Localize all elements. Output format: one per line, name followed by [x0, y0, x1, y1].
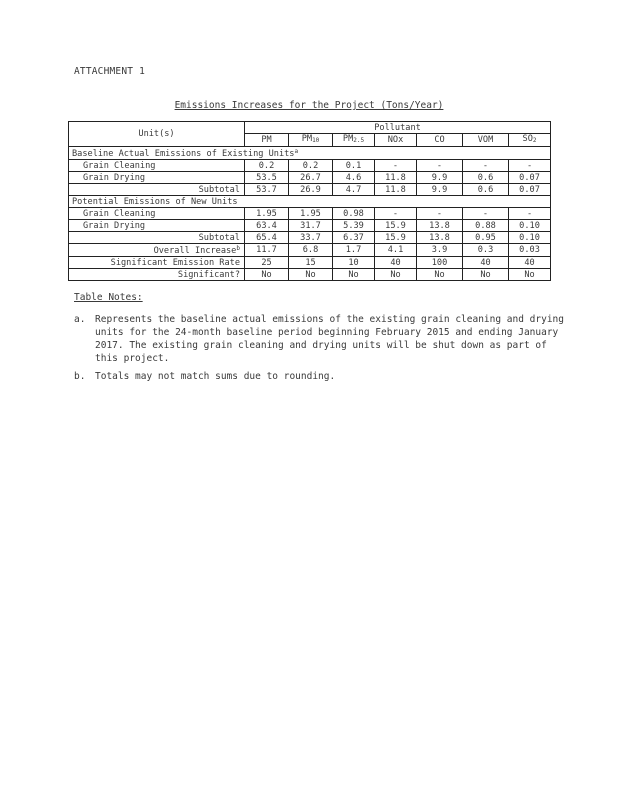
table-cell: 0.3	[463, 244, 509, 257]
row-label: Significant Emission Rate	[69, 257, 245, 269]
table-cell: -	[417, 208, 463, 220]
row-label: Grain Cleaning	[69, 160, 245, 172]
row-label: Grain Drying	[69, 220, 245, 232]
note-a	[74, 313, 565, 365]
table-cell: 5.39	[333, 220, 375, 232]
table-cell: 0.95	[463, 232, 509, 244]
table-cell: 0.6	[463, 172, 509, 184]
note-b	[74, 370, 565, 383]
table-cell: 0.10	[509, 232, 551, 244]
table-cell: 33.7	[289, 232, 333, 244]
col-header-co: CO	[417, 134, 463, 147]
col-header-pm: PM	[245, 134, 289, 147]
summary-row	[69, 257, 551, 269]
table-cell: 65.4	[245, 232, 289, 244]
table-cell: No	[245, 269, 289, 281]
table-cell: 13.8	[417, 232, 463, 244]
table-cell: 26.7	[289, 172, 333, 184]
summary-row	[69, 269, 551, 281]
note-text: Totals may not match sums due to rounding.	[95, 371, 336, 382]
table-row	[69, 232, 551, 244]
row-label: Grain Cleaning	[69, 208, 245, 220]
table-cell: 4.7	[333, 184, 375, 196]
section-row	[69, 196, 551, 208]
table-cell: 0.88	[463, 220, 509, 232]
table-cell: 26.9	[289, 184, 333, 196]
table-cell: -	[375, 208, 417, 220]
table-cell: 10	[333, 257, 375, 269]
table-row	[69, 220, 551, 232]
table-cell: 9.9	[417, 172, 463, 184]
table-cell: -	[463, 208, 509, 220]
table-cell: 0.2	[289, 160, 333, 172]
section-row	[69, 147, 551, 160]
table-cell: 63.4	[245, 220, 289, 232]
table-cell: -	[463, 160, 509, 172]
table-cell: 9.9	[417, 184, 463, 196]
table-cell: 40	[463, 257, 509, 269]
col-header-nox: NOx	[375, 134, 417, 147]
row-label: Subtotal	[69, 232, 245, 244]
emissions-table	[68, 121, 551, 281]
row-label: Overall Increase$^b$	[69, 244, 245, 257]
row-label: Grain Drying	[69, 172, 245, 184]
row-label: Subtotal	[69, 184, 245, 196]
table-cell: 0.07	[509, 184, 551, 196]
table-cell: 11.8	[375, 172, 417, 184]
table-cell: 13.8	[417, 220, 463, 232]
table-cell: 15.9	[375, 232, 417, 244]
table-cell: 40	[509, 257, 551, 269]
note-key: b.	[74, 371, 86, 382]
table-cell: No	[463, 269, 509, 281]
table-cell: 4.1	[375, 244, 417, 257]
table-cell: 53.7	[245, 184, 289, 196]
unit-header: Unit(s)	[69, 122, 245, 147]
table-cell: 6.37	[333, 232, 375, 244]
table-cell: No	[333, 269, 375, 281]
col-header-pm25: $PM_{2.5}$	[333, 134, 375, 147]
table-cell: No	[289, 269, 333, 281]
note-key: a.	[74, 314, 86, 325]
table-cell: 1.95	[245, 208, 289, 220]
row-label: Significant?	[69, 269, 245, 281]
notes-title: Table Notes:	[74, 292, 143, 303]
col-header-pm10: $PM_{10}$	[289, 134, 333, 147]
table-row	[69, 184, 551, 196]
table-title: Emissions Increases for the Project (Tons/Year)	[174, 100, 444, 111]
table-cell: -	[509, 208, 551, 220]
table-cell: 3.9	[417, 244, 463, 257]
col-header-so2: $SO_2$	[509, 134, 551, 147]
table-cell: No	[417, 269, 463, 281]
section-label: Baseline Actual Emissions of Existing Units$^a$	[69, 147, 551, 160]
table-cell: No	[375, 269, 417, 281]
pollutant-header: Pollutant	[245, 122, 551, 134]
table-cell: 11.8	[375, 184, 417, 196]
table-cell: 0.03	[509, 244, 551, 257]
table-cell: -	[509, 160, 551, 172]
table-cell: 0.07	[509, 172, 551, 184]
section-label: Potential Emissions of New Units	[69, 196, 551, 208]
table-cell: 0.6	[463, 184, 509, 196]
table-cell: 31.7	[289, 220, 333, 232]
table-cell: 100	[417, 257, 463, 269]
table-row	[69, 208, 551, 220]
table-row	[69, 172, 551, 184]
table-cell: No	[509, 269, 551, 281]
table-row	[69, 160, 551, 172]
table-cell: 0.1	[333, 160, 375, 172]
summary-row	[69, 244, 551, 257]
attachment-label: ATTACHMENT 1	[74, 66, 146, 77]
table-cell: 0.10	[509, 220, 551, 232]
table-cell: 1.7	[333, 244, 375, 257]
table-cell: 15.9	[375, 220, 417, 232]
table-cell: 6.8	[289, 244, 333, 257]
table-cell: -	[375, 160, 417, 172]
table-cell: 4.6	[333, 172, 375, 184]
table-cell: 1.95	[289, 208, 333, 220]
note-text: Represents the baseline actual emissions of the existing grain cleaning and drying units for the 24-month baseline period beginning February 2015 and ending January 2017. The existing grain cleaning and drying units will be shut down as part of this project.	[95, 314, 564, 364]
table-cell: 0.2	[245, 160, 289, 172]
table-cell: 11.7	[245, 244, 289, 257]
table-cell: 40	[375, 257, 417, 269]
table-cell: 25	[245, 257, 289, 269]
table-cell: -	[417, 160, 463, 172]
table-cell: 0.98	[333, 208, 375, 220]
table-cell: 53.5	[245, 172, 289, 184]
table-cell: 15	[289, 257, 333, 269]
col-header-vom: VOM	[463, 134, 509, 147]
